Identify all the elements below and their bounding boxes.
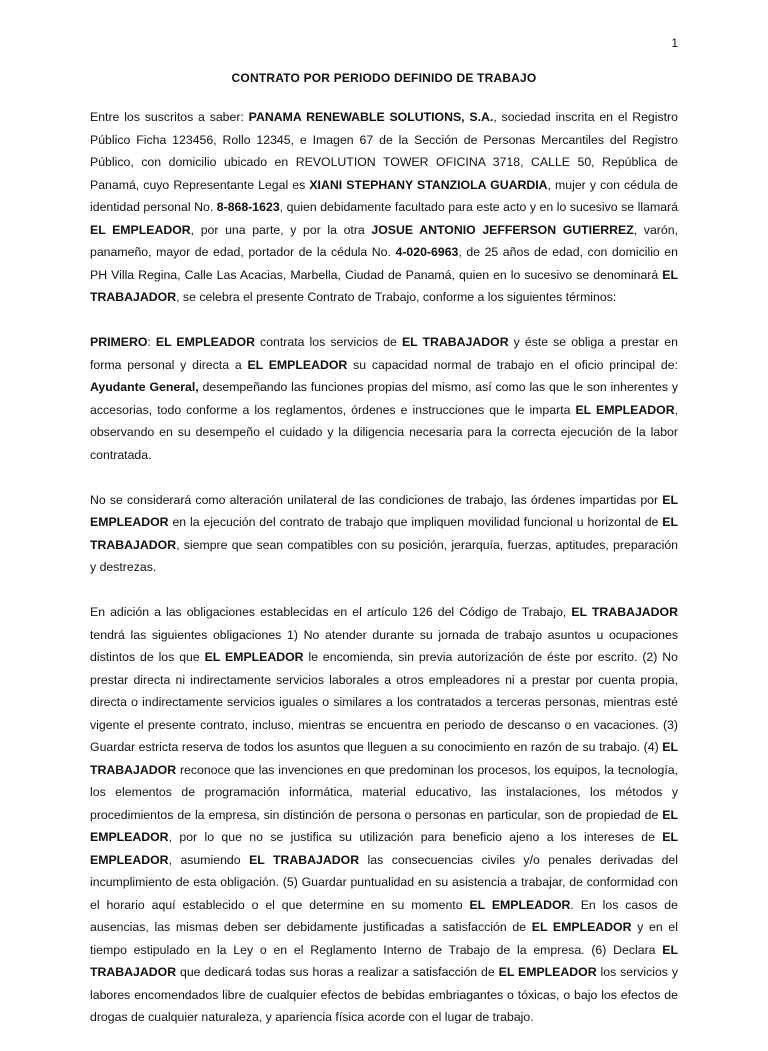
bold-text: 4-020-6963 — [395, 245, 459, 259]
text-run: los servicios y labores encomendados libre de cualquier efectos de bebidas embriagantes o tóxicas, o bajo los efectos de drogas de cualquier naturaleza, y apariencia física acorde con el lugar de trabajo. — [90, 965, 679, 1024]
document-body — [90, 106, 678, 1051]
text-run: , quien debidamente facultado para este acto y en lo sucesivo se llamará — [279, 200, 678, 214]
text-run: , de 25 años de edad, con domicilio en PH Villa Regina, Calle Las Acacias, Marbella, Ciudad de Panamá, quien en lo sucesivo se denominará — [90, 245, 678, 282]
bold-text: EL TRABAJADOR — [90, 942, 678, 979]
bold-text: EL TRABAJADOR — [90, 515, 678, 552]
text-run: Entre los suscritos a saber: — [90, 110, 249, 124]
bold-text: EL EMPLEADOR — [90, 830, 678, 867]
text-run: , por una parte, y por la otra — [190, 222, 372, 237]
text-run: contrata los servicios de — [255, 335, 402, 349]
bold-text: EL TRABAJADOR — [249, 852, 360, 867]
document-title: CONTRATO POR PERIODO DEFINIDO DE TRABAJO — [231, 71, 537, 85]
text-run: : — [147, 335, 156, 349]
bold-text: EL EMPLEADOR — [531, 920, 632, 934]
text-run: desempeñando las funciones propias del mismo, así como las que le son inherentes y accesorias, todo conforme a los reglamentos, órdenes e instrucciones que le imparta — [90, 380, 678, 417]
bold-text: Ayudante General, — [90, 380, 199, 394]
text-run: tendrá las siguientes obligaciones 1) No atender durante su jornada de trabajo asuntos u ocupaciones distintos de los que — [90, 627, 678, 664]
text-run: , siempre que sean compatibles con su posición, jerarquía, fuerzas, aptitudes, preparación y destrezas. — [90, 537, 678, 574]
text-run: , varón, panameño, mayor de edad, portador de la cédula No. — [90, 222, 678, 259]
text-run: en la ejecución del contrato de trabajo que impliquen movilidad funcional u horizontal de — [168, 515, 663, 529]
bold-text: EL EMPLEADOR — [155, 335, 255, 349]
bold-text: PANAMA RENEWABLE SOLUTIONS, S.A. — [248, 110, 494, 124]
text-run: , observando en su desempeño el cuidado y la diligencia necesaria para la correcta ejecución de la labor contratada. — [90, 402, 678, 462]
text-run: y éste se obliga a prestar en forma personal y directa a — [90, 335, 678, 372]
bold-text: EL EMPLEADOR — [90, 492, 678, 529]
bold-text: EL EMPLEADOR — [469, 897, 571, 912]
text-run: y en el tiempo estipulado en la Ley o en el Reglamento Interno de Trabajo de la empresa. (6) Declara — [90, 920, 678, 957]
bold-text: EL TRABAJADOR — [90, 740, 678, 777]
text-run: que dedicará todas sus horas a realizar a satisfacción de — [176, 965, 499, 979]
paragraph-obligaciones — [90, 601, 678, 1029]
text-run: , se celebra el presente Contrato de Trabajo, conforme a los siguientes términos: — [176, 290, 617, 304]
bold-text: EL EMPLEADOR — [204, 650, 304, 664]
bold-text: EL TRABAJADOR — [571, 605, 678, 619]
bold-text: XIANI STEPHANY STANZIOLA GUARDIA — [309, 177, 548, 192]
bold-text: JOSUE ANTONIO JEFFERSON GUTIERREZ — [371, 222, 634, 237]
text-run: reconoce que las invenciones en que predominan los procesos, los equipos, la tecnología, los elementos de programación informática, material educativo, las instalaciones, los métodos y procedimientos de la empresa, sin distinción de persona o personas en particular, son de propiedad de — [90, 762, 678, 822]
bold-text: EL EMPLEADOR — [90, 807, 678, 844]
text-run: No se considerará como alteración unilateral de las condiciones de trabajo, las órdenes impartidas por — [90, 492, 663, 507]
paragraph-movilidad — [90, 489, 678, 579]
text-run: , por lo que no se justifica su utilización para beneficio ajeno a los intereses de — [168, 830, 663, 844]
text-run: , asumiendo — [168, 852, 250, 867]
bold-text: EL EMPLEADOR — [498, 965, 597, 979]
bold-text: EL TRABAJADOR — [401, 335, 509, 349]
paragraph-primero — [90, 331, 678, 466]
text-run: las consecuencias civiles y/o penales derivadas del incumplimiento de esta obligación. (5) Guardar puntualidad en su asistencia a trabajar, de conformidad con el horario aquí establecido o el que determine en su momento — [90, 852, 678, 912]
text-run: , mujer y con cédula de identidad personal No. — [90, 177, 679, 214]
text-run: . En los casos de ausencias, las mismas deben ser debidamente justificadas a satisfacción de — [90, 897, 678, 934]
text-run: su capacidad normal de trabajo en el oficio principal de: — [347, 357, 678, 372]
text-run: le encomienda, sin previa autorización de éste por escrito. (2) No prestar directa ni indirectamente servicios laborales a otros empleadores ni a prestar por cuenta propia, directa o indirectamente servicios iguales o similares a los contratados a terceras personas, mientras esté vigente el presente contrato, incluso, mientras se encuentra en periodo de descanso o en vacaciones. (3) Guardar estricta reserva de todos los asuntos que lleguen a su conocimiento en razón de su trabajo. (4) — [90, 650, 678, 754]
text-run: En adición a las obligaciones establecidas en el artículo 126 del Código de Trabajo, — [90, 605, 572, 619]
bold-text: PRIMERO — [90, 335, 148, 349]
paragraph-parties — [90, 106, 678, 309]
page-number: 1 — [671, 36, 678, 50]
bold-text: EL EMPLEADOR — [90, 222, 191, 237]
bold-text: EL EMPLEADOR — [247, 357, 348, 372]
bold-text: EL EMPLEADOR — [575, 402, 675, 417]
bold-text: EL TRABAJADOR — [90, 267, 678, 304]
bold-text: 8-868-1623 — [216, 200, 280, 214]
text-run: , sociedad inscrita en el Registro Público Ficha 123456, Rollo 12345, e Imagen 67 de la Sección de Personas Mercantiles del Registro Público, con domicilio ubicado en REVOLUTION TOWER OFICINA 3718, CALLE 50, República de Panamá, cuyo Representante Legal es — [90, 110, 678, 192]
